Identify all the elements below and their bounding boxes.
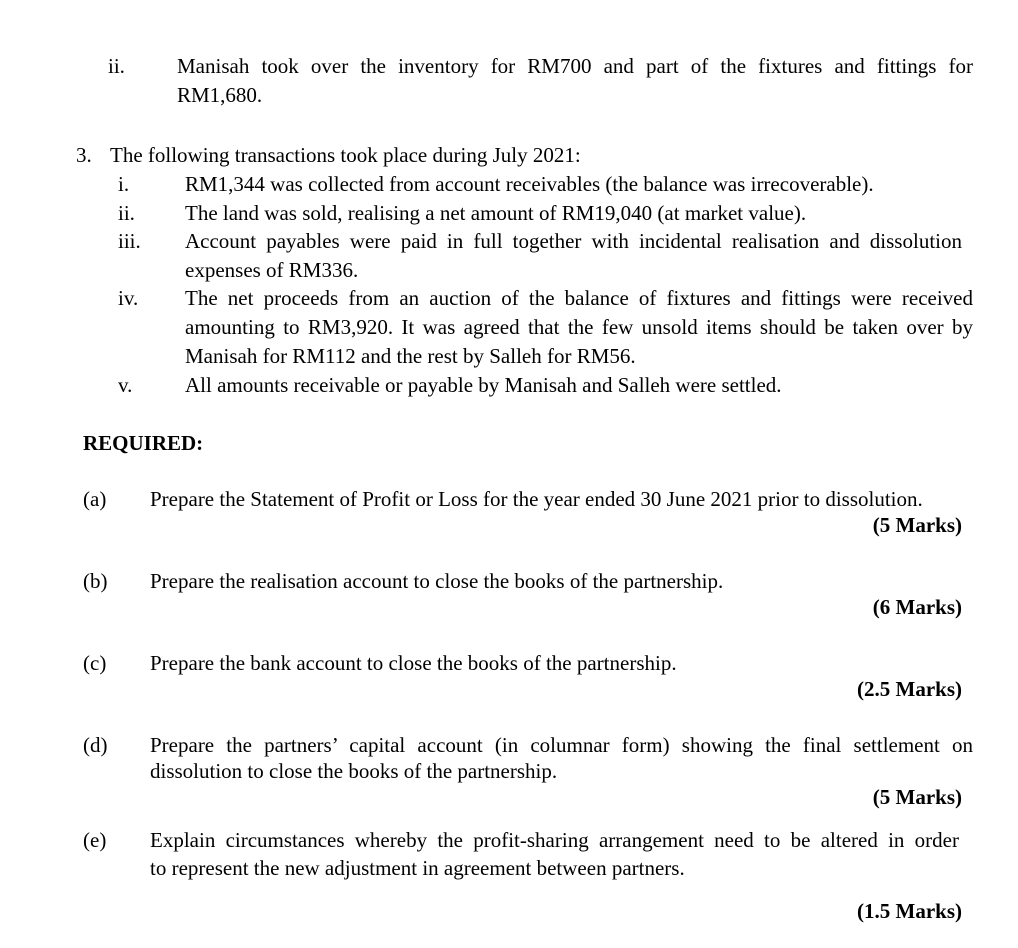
transaction-text: Account payables were paid in full together with incidental realisation and dissolution xyxy=(185,229,962,253)
transaction-numeral: ii. xyxy=(118,201,135,225)
transaction-text: expenses of RM336. xyxy=(185,258,359,282)
prev-item-line-1: Manisah took over the inventory for RM700 and part of the fixtures and fittings for xyxy=(177,54,973,78)
question-marks: (6 Marks) xyxy=(872,595,962,619)
transaction-numeral: iv. xyxy=(118,286,139,310)
transaction-numeral: v. xyxy=(118,373,133,397)
question-label: (c) xyxy=(83,651,107,675)
section-3-number: 3. xyxy=(76,143,92,167)
transaction-text: All amounts receivable or payable by Manisah and Salleh were settled. xyxy=(185,373,782,397)
transaction-text: amounting to RM3,920. It was agreed that the few unsold items should be taken over by xyxy=(185,315,973,339)
question-text: Explain circumstances whereby the profit-sharing arrangement need to be altered in order xyxy=(150,828,959,852)
question-label: (b) xyxy=(83,569,108,593)
transaction-text: The land was sold, realising a net amount of RM19,040 (at market value). xyxy=(185,201,807,225)
question-marks: (5 Marks) xyxy=(872,513,962,537)
question-text: dissolution to close the books of the partnership. xyxy=(150,759,558,783)
question-label: (a) xyxy=(83,487,107,511)
section-3-heading: The following transactions took place during July 2021: xyxy=(110,143,581,167)
question-marks: (1.5 Marks) xyxy=(857,899,962,923)
transaction-numeral: i. xyxy=(118,172,130,196)
required-heading: REQUIRED: xyxy=(83,431,204,455)
question-text: to represent the new adjustment in agreement between partners. xyxy=(150,856,685,880)
transaction-numeral: iii. xyxy=(118,229,141,253)
prev-item-line-2: RM1,680. xyxy=(177,83,263,107)
transaction-text: The net proceeds from an auction of the balance of fixtures and fittings were received xyxy=(185,286,973,310)
question-marks: (2.5 Marks) xyxy=(857,677,962,701)
question-text: Prepare the realisation account to close the books of the partnership. xyxy=(150,569,724,593)
question-label: (d) xyxy=(83,733,108,757)
question-text: Prepare the bank account to close the books of the partnership. xyxy=(150,651,677,675)
transaction-text: RM1,344 was collected from account receivables (the balance was irrecoverable). xyxy=(185,172,874,196)
question-label: (e) xyxy=(83,828,107,852)
question-text: Prepare the partners’ capital account (in columnar form) showing the final settlement on xyxy=(150,733,973,757)
prev-item-numeral: ii. xyxy=(108,54,125,78)
question-marks: (5 Marks) xyxy=(872,785,962,809)
question-text: Prepare the Statement of Profit or Loss for the year ended 30 June 2021 prior to dissolution. xyxy=(150,487,923,511)
transaction-text: Manisah for RM112 and the rest by Salleh for RM56. xyxy=(185,344,636,368)
